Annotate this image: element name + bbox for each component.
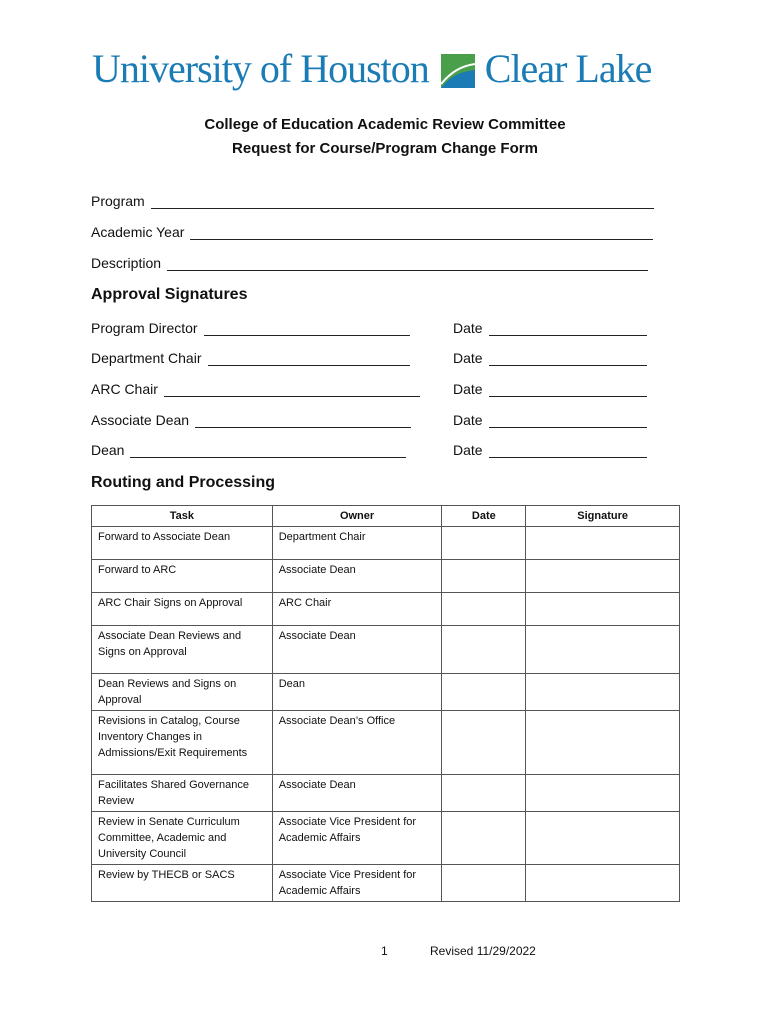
task-cell: Dean Reviews and Signs on Approval <box>92 674 273 711</box>
signature-line[interactable] <box>208 351 410 366</box>
signature-line[interactable] <box>164 382 420 397</box>
signature-cell[interactable] <box>526 711 680 775</box>
date-cell[interactable] <box>442 593 526 626</box>
approval-heading: Approval Signatures <box>91 286 248 303</box>
description-label: Description <box>91 255 162 271</box>
owner-cell: Department Chair <box>272 527 442 560</box>
approval-role-label: Program Director <box>91 320 198 336</box>
date-label: Date <box>453 381 483 397</box>
page-number: 1 <box>381 944 388 958</box>
column-header: Task <box>92 506 273 527</box>
task-cell: Facilitates Shared Governance Review <box>92 775 273 812</box>
date-line[interactable] <box>489 351 647 366</box>
owner-cell: Associate Dean <box>272 626 442 674</box>
form-title-line2: Request for Course/Program Change Form <box>232 140 538 157</box>
date-cell[interactable] <box>442 711 526 775</box>
task-cell: ARC Chair Signs on Approval <box>92 593 273 626</box>
owner-cell: Associate Dean <box>272 560 442 593</box>
date-line[interactable] <box>489 382 647 397</box>
date-cell[interactable] <box>442 865 526 902</box>
approval-role-label: Department Chair <box>91 350 202 366</box>
date-field[interactable] <box>453 412 647 428</box>
date-cell[interactable] <box>442 674 526 711</box>
owner-cell: Dean <box>272 674 442 711</box>
logo-text-right: Clear Lake <box>484 45 652 91</box>
signature-cell[interactable] <box>526 560 680 593</box>
signature-line[interactable] <box>204 321 410 336</box>
approval-role-label: Associate Dean <box>91 412 190 428</box>
task-cell: Forward to ARC <box>92 560 273 593</box>
description-field[interactable] <box>91 255 648 271</box>
column-header: Signature <box>526 506 680 527</box>
task-cell: Revisions in Catalog, Course Inventory Changes in Admissions/Exit Requirements <box>92 711 273 775</box>
program-line[interactable] <box>151 194 654 209</box>
routing-heading: Routing and Processing <box>91 474 276 491</box>
signature-cell[interactable] <box>526 865 680 902</box>
date-label: Date <box>453 350 483 366</box>
academic-year-line[interactable] <box>190 225 653 240</box>
approval-row[interactable] <box>91 350 410 366</box>
date-field[interactable] <box>453 320 647 336</box>
date-cell[interactable] <box>442 775 526 812</box>
form-title-line1: College of Education Academic Review Committee <box>204 116 566 133</box>
table-header-row <box>92 506 680 527</box>
column-header: Owner <box>272 506 442 527</box>
table-row <box>92 527 680 560</box>
description-line[interactable] <box>167 256 648 271</box>
approval-role-label: ARC Chair <box>91 381 158 397</box>
date-cell[interactable] <box>442 560 526 593</box>
date-field[interactable] <box>453 381 647 397</box>
date-label: Date <box>453 442 483 458</box>
date-cell[interactable] <box>442 626 526 674</box>
signature-cell[interactable] <box>526 626 680 674</box>
table-row <box>92 674 680 711</box>
academic-year-label: Academic Year <box>91 224 185 240</box>
approval-row[interactable] <box>91 381 420 397</box>
logo-text-left: University of Houston <box>92 45 429 91</box>
program-label: Program <box>91 193 145 209</box>
signature-cell[interactable] <box>526 593 680 626</box>
signature-cell[interactable] <box>526 775 680 812</box>
table-row <box>92 560 680 593</box>
date-field[interactable] <box>453 350 647 366</box>
date-label: Date <box>453 412 483 428</box>
table-row <box>92 711 680 775</box>
approval-role-label: Dean <box>91 442 125 458</box>
table-row <box>92 865 680 902</box>
signature-line[interactable] <box>130 443 406 458</box>
date-label: Date <box>453 320 483 336</box>
university-logo <box>92 44 651 92</box>
approval-row[interactable] <box>91 412 411 428</box>
date-field[interactable] <box>453 442 647 458</box>
table-row <box>92 775 680 812</box>
table-row <box>92 812 680 865</box>
signature-cell[interactable] <box>526 674 680 711</box>
task-cell: Review by THECB or SACS <box>92 865 273 902</box>
task-cell: Associate Dean Reviews and Signs on Approval <box>92 626 273 674</box>
revision-date: Revised 11/29/2022 <box>430 944 536 958</box>
owner-cell: Associate Vice President for Academic Affairs <box>272 812 442 865</box>
table-row <box>92 593 680 626</box>
academic-year-field[interactable] <box>91 224 653 240</box>
date-cell[interactable] <box>442 527 526 560</box>
signature-line[interactable] <box>195 413 411 428</box>
date-line[interactable] <box>489 321 647 336</box>
column-header: Date <box>442 506 526 527</box>
owner-cell: Associate Dean <box>272 775 442 812</box>
approval-row[interactable] <box>91 320 410 336</box>
routing-table <box>91 505 680 902</box>
task-cell: Review in Senate Curriculum Committee, Academic and University Council <box>92 812 273 865</box>
date-line[interactable] <box>489 443 647 458</box>
owner-cell: ARC Chair <box>272 593 442 626</box>
signature-cell[interactable] <box>526 527 680 560</box>
date-line[interactable] <box>489 413 647 428</box>
approval-row[interactable] <box>91 442 406 458</box>
signature-cell[interactable] <box>526 812 680 865</box>
logo-mark-icon <box>441 51 475 85</box>
date-cell[interactable] <box>442 812 526 865</box>
owner-cell: Associate Vice President for Academic Affairs <box>272 865 442 902</box>
task-cell: Forward to Associate Dean <box>92 527 273 560</box>
table-row <box>92 626 680 674</box>
owner-cell: Associate Dean’s Office <box>272 711 442 775</box>
program-field[interactable] <box>91 193 654 209</box>
